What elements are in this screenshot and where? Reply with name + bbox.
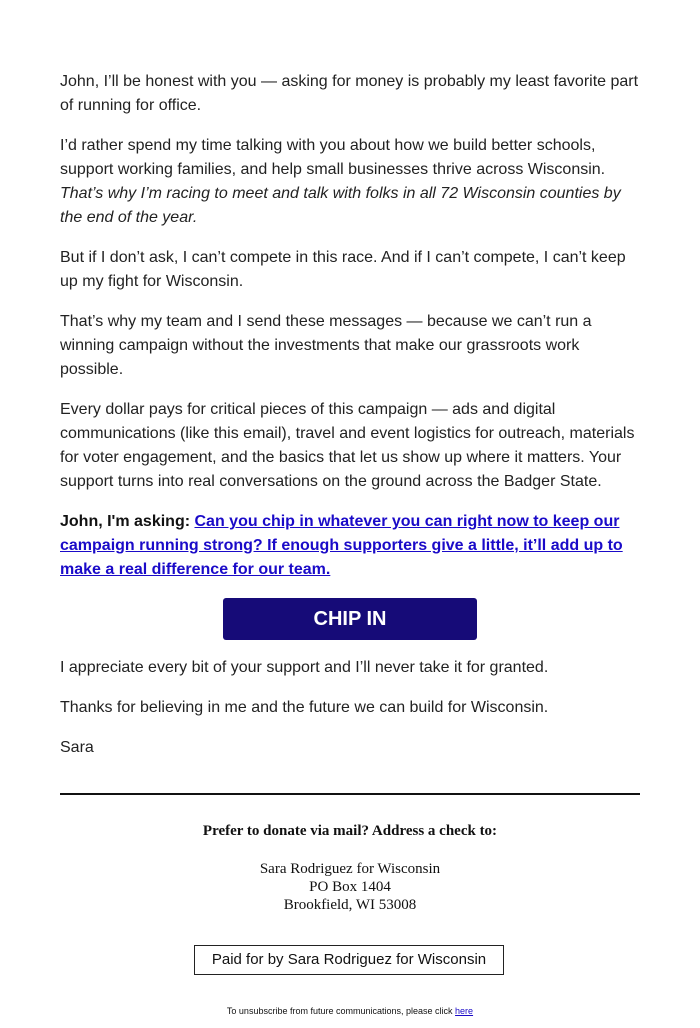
button-row [60,598,640,640]
address-line-po-box: PO Box 1404 [309,879,391,895]
dollar-paragraph: Every dollar pays for critical pieces of this campaign — ads and digital communications (like this email), travel and event logistics for outreach, materials for voter engagement, and the basics that let us show up where it matters. Your support turns into real conversations on the ground across the Badger State. [60,401,635,490]
signature: Sara [60,739,94,756]
unsubscribe-text: To unsubscribe from future communications, please click [226,1006,453,1016]
schools-paragraph [60,134,640,230]
mail-donation-title: Prefer to donate via mail? Address a check to: [202,823,498,839]
ask-paragraph [60,510,640,582]
address-line-city: Brookfield, WI 53008 [283,897,417,913]
compete-paragraph: But if I don’t ask, I can’t compete in this race. And if I can’t compete, I can’t keep up my fight for Wisconsin. [60,249,626,290]
intro-paragraph: John, I’ll be honest with you — asking for money is probably my least favorite part of running for office. [60,73,639,114]
donate-link[interactable]: Can you chip in whatever you can right now to keep our campaign running strong? If enough supporters give a little, it’ll add up to make a real difference for our team. [60,513,623,578]
ask-lead: John, I'm asking: [60,513,191,530]
unsubscribe-line [0,1006,700,1016]
thanks-paragraph: Thanks for believing in me and the future we can build for Wisconsin. [60,699,549,716]
counties-italic-text: That’s why I’m racing to meet and talk with folks in all 72 Wisconsin counties by the end of the year. [60,185,621,226]
address-line-name: Sara Rodriguez for Wisconsin [259,861,441,877]
unsubscribe-link[interactable]: here [455,1006,474,1016]
email-body [60,70,640,776]
messages-paragraph: That’s why my team and I send these messages — because we can’t run a winning campaign without the investments that make our grassroots work possible. [60,313,592,378]
mailing-address [0,860,700,914]
appreciate-paragraph: I appreciate every bit of your support and I’ll never take it for granted. [60,659,549,676]
paid-for-disclaimer: Paid for by Sara Rodriguez for Wisconsin [194,945,504,975]
footer-divider [60,793,640,795]
schools-text: I’d rather spend my time talking with you about how we build better schools, support working families, and help small businesses thrive across Wisconsin. [60,137,606,178]
chip-in-button[interactable]: CHIP IN [223,598,477,640]
